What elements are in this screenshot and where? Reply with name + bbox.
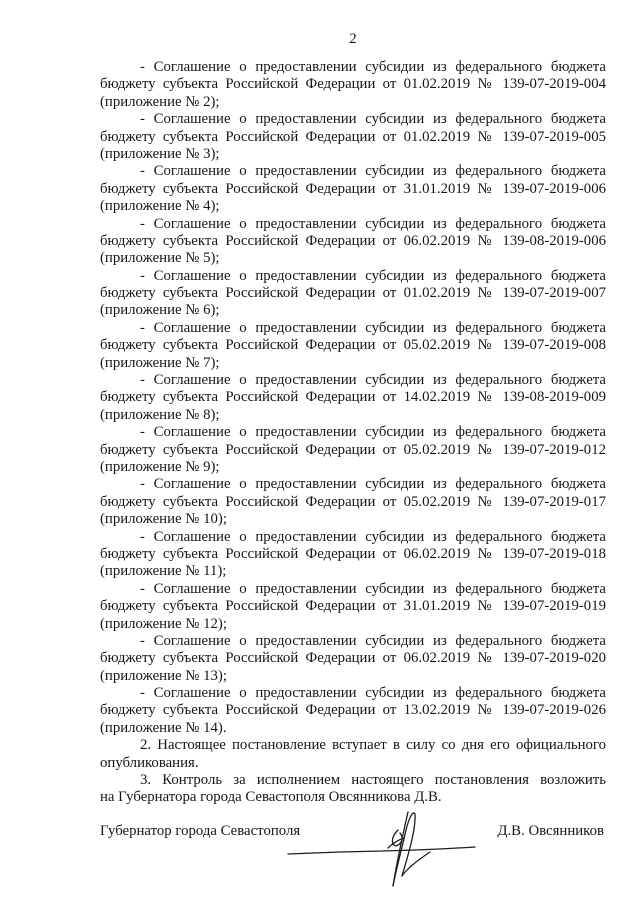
clause-line: на Губернатора города Севастополя Овсянникова Д.В. (100, 789, 442, 806)
agreement-item (100, 216, 606, 268)
agreement-item (100, 111, 606, 163)
agreement-line: бюджету субъекта Российской Федерации от 13.02.2019 № 139-07-2019-026 (100, 702, 606, 719)
agreement-line: - Соглашение о предоставлении субсидии из федерального бюджета (140, 424, 606, 441)
agreement-line: - Соглашение о предоставлении субсидии из федерального бюджета (140, 215, 606, 232)
agreement-line: - Соглашение о предоставлении субсидии из федерального бюджета (140, 528, 606, 545)
agreement-line: бюджету субъекта Российской Федерации от 05.02.2019 № 139-07-2019-008 (100, 337, 606, 354)
agreement-appendix: (приложение № 14). (100, 719, 227, 736)
agreement-appendix: (приложение № 5); (100, 250, 220, 267)
agreement-appendix: (приложение № 12); (100, 615, 227, 632)
agreement-item (100, 320, 606, 372)
agreement-item (100, 163, 606, 215)
agreement-item (100, 268, 606, 320)
agreement-appendix: (приложение № 4); (100, 198, 220, 215)
agreement-line: - Соглашение о предоставлении субсидии из федерального бюджета (140, 111, 606, 128)
page-number: 2 (349, 31, 357, 47)
agreement-item (100, 424, 606, 476)
agreement-appendix: (приложение № 2); (100, 93, 220, 110)
agreement-line: - Соглашение о предоставлении субсидии из федерального бюджета (140, 476, 606, 493)
agreement-appendix: (приложение № 13); (100, 667, 227, 684)
agreement-appendix: (приложение № 7); (100, 354, 220, 371)
agreement-item (100, 372, 606, 424)
agreement-item (100, 685, 606, 737)
agreement-item (100, 633, 606, 685)
agreement-line: бюджету субъекта Российской Федерации от 05.02.2019 № 139-07-2019-012 (100, 441, 606, 458)
agreement-appendix: (приложение № 9); (100, 458, 220, 475)
agreement-line: - Соглашение о предоставлении субсидии из федерального бюджета (140, 163, 606, 180)
agreement-line: бюджету субъекта Российской Федерации от 31.01.2019 № 139-07-2019-019 (100, 598, 606, 615)
clause-line: 2. Настоящее постановление вступает в силу со дня его официального (140, 737, 606, 754)
agreement-appendix: (приложение № 3); (100, 145, 220, 162)
agreement-line: бюджету субъекта Российской Федерации от 06.02.2019 № 139-07-2019-018 (100, 545, 606, 562)
agreement-line: бюджету субъекта Российской Федерации от 01.02.2019 № 139-07-2019-004 (100, 76, 606, 93)
agreement-item (100, 59, 606, 111)
signatory-name: Д.В. Овсянников (497, 823, 604, 839)
agreement-line: бюджету субъекта Российской Федерации от 06.02.2019 № 139-07-2019-020 (100, 650, 606, 667)
agreement-line: - Соглашение о предоставлении субсидии из федерального бюджета (140, 685, 606, 702)
signatory-position: Губернатор города Севастополя (100, 823, 301, 839)
agreement-appendix: (приложение № 10); (100, 511, 227, 528)
agreement-line: бюджету субъекта Российской Федерации от 05.02.2019 № 139-07-2019-017 (100, 493, 606, 510)
signature-image (280, 800, 480, 890)
agreement-line: - Соглашение о предоставлении субсидии из федерального бюджета (140, 372, 606, 389)
agreement-appendix: (приложение № 6); (100, 302, 220, 319)
agreement-appendix: (приложение № 8); (100, 406, 220, 423)
agreement-item (100, 476, 606, 528)
agreement-line: бюджету субъекта Российской Федерации от 01.02.2019 № 139-07-2019-005 (100, 128, 606, 145)
clause-line: опубликования. (100, 754, 199, 771)
clause-2 (100, 737, 606, 772)
agreement-line: - Соглашение о предоставлении субсидии из федерального бюджета (140, 59, 606, 75)
agreement-line: - Соглашение о предоставлении субсидии из федерального бюджета (140, 580, 606, 597)
document-body (100, 59, 606, 807)
agreement-item (100, 529, 606, 581)
agreement-line: - Соглашение о предоставлении субсидии из федерального бюджета (140, 319, 606, 336)
agreement-line: бюджету субъекта Российской Федерации от 01.02.2019 № 139-07-2019-007 (100, 285, 606, 302)
agreement-line: - Соглашение о предоставлении субсидии из федерального бюджета (140, 267, 606, 284)
agreement-item (100, 581, 606, 633)
agreement-line: - Соглашение о предоставлении субсидии из федерального бюджета (140, 632, 606, 649)
agreement-line: бюджету субъекта Российской Федерации от 14.02.2019 № 139-08-2019-009 (100, 389, 606, 406)
agreement-line: бюджету субъекта Российской Федерации от 06.02.2019 № 139-08-2019-006 (100, 232, 606, 249)
agreement-appendix: (приложение № 11); (100, 563, 227, 580)
agreement-line: бюджету субъекта Российской Федерации от 31.01.2019 № 139-07-2019-006 (100, 180, 606, 197)
clause-line: 3. Контроль за исполнением настоящего постановления возложить (140, 772, 606, 789)
